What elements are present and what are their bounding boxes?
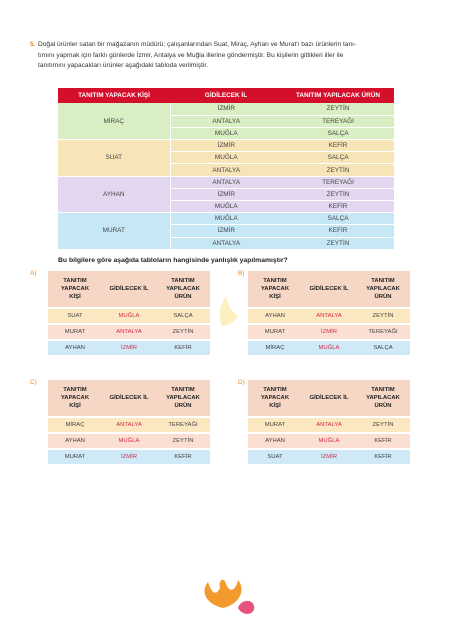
option-header-product xyxy=(356,380,410,416)
question-number: 5. xyxy=(30,41,36,48)
header-product: TANITIM YAPILACAK ÜRÜN xyxy=(282,88,394,103)
option-header-line: ÜRÜN xyxy=(374,403,392,409)
city-cell: MUĞLA xyxy=(170,213,282,225)
option-city-cell: İZMİR xyxy=(302,325,356,339)
city-cell: ANTALYA xyxy=(170,164,282,176)
option-header-line: YAPACAK xyxy=(260,286,290,292)
main-table-row xyxy=(58,176,394,188)
option-a-table xyxy=(48,269,210,357)
option-product-cell: KEFİR xyxy=(356,434,410,448)
option-city-cell: İZMİR xyxy=(102,341,156,355)
product-cell: TEREYAĞI xyxy=(282,115,394,127)
product-cell: KEFİR xyxy=(282,140,394,152)
question-line: tımını yapmak için farklı günlerde İzmir, Antalya ve Muğla illerine göndermiştir. Bu kişilerin gittikleri iller ile xyxy=(38,51,344,59)
option-header-line: TANITIM xyxy=(371,278,395,284)
product-cell: SALÇA xyxy=(282,152,394,164)
option-header-line: YAPACAK xyxy=(60,395,90,401)
option-person-cell: AYHAN xyxy=(248,434,302,448)
option-header-line: KİŞİ xyxy=(269,403,281,409)
option-header-line: TANITIM xyxy=(171,387,195,393)
option-header-line: TANITIM xyxy=(263,387,287,393)
option-d-letter[interactable]: D) xyxy=(238,379,245,386)
option-header-line: KİŞİ xyxy=(69,294,81,300)
product-cell: SALÇA xyxy=(282,213,394,225)
main-table-row xyxy=(58,213,394,225)
option-product-cell: KEFİR xyxy=(156,341,210,355)
product-cell: ZEYTİN xyxy=(282,164,394,176)
option-header-person xyxy=(48,271,102,307)
option-header-city xyxy=(302,380,356,416)
option-header-line: TANITIM xyxy=(263,278,287,284)
option-product-cell: ZEYTİN xyxy=(356,309,410,323)
question-text xyxy=(30,40,416,72)
option-header-line: KİŞİ xyxy=(269,294,281,300)
option-header-line: YAPILACAK xyxy=(166,286,200,292)
city-cell: MUĞLA xyxy=(170,152,282,164)
option-header-line: GİDİLECEK İL xyxy=(109,395,149,401)
option-header-line: YAPILACAK xyxy=(366,395,400,401)
option-row xyxy=(248,309,410,323)
product-cell: ZEYTİN xyxy=(282,188,394,200)
option-person-cell: SUAT xyxy=(248,450,302,464)
option-person-cell: AYHAN xyxy=(248,309,302,323)
option-header-line: KİŞİ xyxy=(69,403,81,409)
option-header-person xyxy=(248,271,302,307)
option-header-line: YAPACAK xyxy=(260,395,290,401)
option-header-row xyxy=(48,380,210,416)
main-table-row xyxy=(58,103,394,115)
city-cell: MUĞLA xyxy=(170,127,282,139)
option-city-cell: MUĞLA xyxy=(302,341,356,355)
option-header-line: ÜRÜN xyxy=(174,294,192,300)
main-table-row xyxy=(58,140,394,152)
option-city-cell: MUĞLA xyxy=(102,434,156,448)
option-header-product xyxy=(156,271,210,307)
option-city-cell: İZMİR xyxy=(102,450,156,464)
city-cell: İZMİR xyxy=(170,140,282,152)
option-row xyxy=(248,434,410,448)
product-cell: TEREYAĞI xyxy=(282,176,394,188)
main-data-table xyxy=(58,88,394,250)
option-header-line: TANITIM xyxy=(171,278,195,284)
option-product-cell: SALÇA xyxy=(356,341,410,355)
option-header-city xyxy=(102,271,156,307)
option-d-table xyxy=(248,378,410,466)
option-person-cell: MİRAÇ xyxy=(248,341,302,355)
option-header-line: TANITIM xyxy=(371,387,395,393)
option-person-cell: AYHAN xyxy=(48,434,102,448)
option-city-cell: ANTALYA xyxy=(302,418,356,432)
product-cell: KEFİR xyxy=(282,201,394,213)
option-city-cell: İZMİR xyxy=(302,450,356,464)
question-line: tanıtımını yapacakları ürünler aşağıdaki tabloda verilmiştir. xyxy=(38,62,209,69)
product-cell: KEFİR xyxy=(282,225,394,237)
option-c-table xyxy=(48,378,210,466)
option-header-line: GİDİLECEK İL xyxy=(309,395,349,401)
option-product-cell: ZEYTİN xyxy=(156,325,210,339)
pink-splash-decoration xyxy=(234,596,258,618)
option-header-line: GİDİLECEK İL xyxy=(109,286,149,292)
person-cell: MİRAÇ xyxy=(58,103,170,140)
option-product-cell: TEREYAĞI xyxy=(156,418,210,432)
option-row xyxy=(248,418,410,432)
person-cell: AYHAN xyxy=(58,176,170,213)
option-person-cell: MURAT xyxy=(48,325,102,339)
option-row xyxy=(248,325,410,339)
option-row xyxy=(48,325,210,339)
option-header-line: ÜRÜN xyxy=(174,403,192,409)
question-prompt: Bu bilgilere göre aşağıda tabloların hangisinde yanlışlık yapılmamıştır? xyxy=(58,257,288,264)
option-person-cell: MURAT xyxy=(248,325,302,339)
option-row xyxy=(248,450,410,464)
option-header-person xyxy=(248,380,302,416)
question-line: Doğal ürünler satan bir mağazanın müdürü; çalışanlarından Suat, Miraç, Ayhan ve Murat'ı bazı ürünlerin tanı- xyxy=(38,41,357,48)
product-cell: ZEYTİN xyxy=(282,237,394,249)
option-product-cell: KEFİR xyxy=(356,450,410,464)
city-cell: İZMİR xyxy=(170,188,282,200)
option-person-cell: SUAT xyxy=(48,309,102,323)
option-row xyxy=(248,341,410,355)
option-city-cell: ANTALYA xyxy=(102,418,156,432)
city-cell: ANTALYA xyxy=(170,176,282,188)
option-person-cell: MURAT xyxy=(248,418,302,432)
city-cell: İZMİR xyxy=(170,103,282,115)
option-header-row xyxy=(48,271,210,307)
person-cell: MURAT xyxy=(58,213,170,250)
option-product-cell: KEFİR xyxy=(156,450,210,464)
person-cell: SUAT xyxy=(58,140,170,177)
option-header-line: YAPILACAK xyxy=(366,286,400,292)
option-b-letter[interactable]: B) xyxy=(238,270,245,277)
option-product-cell: TEREYAĞI xyxy=(356,325,410,339)
product-cell: SALÇA xyxy=(282,127,394,139)
yellow-splash-decoration xyxy=(212,292,242,328)
city-cell: ANTALYA xyxy=(170,115,282,127)
option-city-cell: MUĞLA xyxy=(102,309,156,323)
option-person-cell: MURAT xyxy=(48,450,102,464)
option-city-cell: ANTALYA xyxy=(102,325,156,339)
option-header-line: ÜRÜN xyxy=(374,294,392,300)
option-header-product xyxy=(156,380,210,416)
product-cell: ZEYTİN xyxy=(282,103,394,115)
option-row xyxy=(48,434,210,448)
option-header-line: TANITIM xyxy=(63,278,87,284)
option-city-cell: ANTALYA xyxy=(302,309,356,323)
option-c-letter[interactable]: C) xyxy=(30,379,37,386)
option-header-product xyxy=(356,271,410,307)
city-cell: MUĞLA xyxy=(170,201,282,213)
main-table-header-row xyxy=(58,88,394,103)
option-product-cell: ZEYTİN xyxy=(156,434,210,448)
option-row xyxy=(48,341,210,355)
option-b-table xyxy=(248,269,410,357)
option-header-line: GİDİLECEK İL xyxy=(309,286,349,292)
option-header-line: YAPACAK xyxy=(60,286,90,292)
option-header-city xyxy=(302,271,356,307)
option-row xyxy=(48,450,210,464)
option-header-row xyxy=(248,271,410,307)
option-header-city xyxy=(102,380,156,416)
option-person-cell: AYHAN xyxy=(48,341,102,355)
option-header-line: YAPILACAK xyxy=(166,395,200,401)
option-row xyxy=(48,418,210,432)
header-city: GİDİLECEK İL xyxy=(170,88,282,103)
city-cell: İZMİR xyxy=(170,225,282,237)
option-header-row xyxy=(248,380,410,416)
option-row xyxy=(48,309,210,323)
option-city-cell: MUĞLA xyxy=(302,434,356,448)
header-person: TANITIM YAPACAK KİŞİ xyxy=(58,88,170,103)
option-product-cell: SALÇA xyxy=(156,309,210,323)
option-header-line: TANITIM xyxy=(63,387,87,393)
option-a-letter[interactable]: A) xyxy=(30,270,37,277)
option-product-cell: ZEYTİN xyxy=(356,418,410,432)
option-person-cell: MİRAÇ xyxy=(48,418,102,432)
city-cell: ANTALYA xyxy=(170,237,282,249)
option-header-person xyxy=(48,380,102,416)
